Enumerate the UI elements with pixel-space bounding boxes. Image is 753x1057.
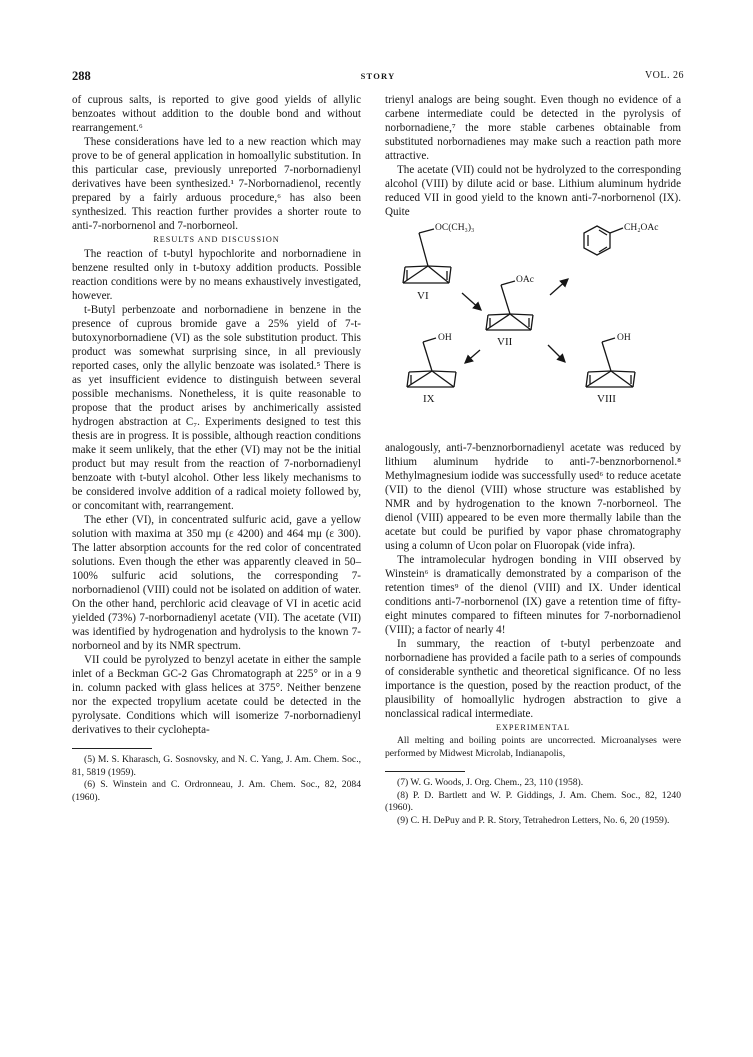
right-paragraph-3: analogously, anti-7-benznorbornadienyl acetate was reduced by lithium aluminum hydride to anti-7-benznorbornenol.⁸ Methylmagnesium iodide was successfully used⁶ to reduce acetate (VII) to the dienol (VIII) whose structure was established by NMR and by hydrogenation to the known 7-norborneol. The dienol (VIII) appeared to be even more thermally labile than the acetate but could be purified by vapor phase chromatography using a column of Ucon polar on Fluoropak (vide infra).: [385, 442, 681, 552]
viii-label: VIII: [597, 393, 616, 405]
arrow-vii-to-ix: [465, 350, 480, 363]
benzyl-acetate-structure: [584, 226, 623, 255]
page-header: [72, 69, 684, 85]
arrow-vi-to-vii: [462, 293, 481, 310]
experimental-paragraph: All melting and boiling points are uncorrected. Microanalyses were performed by Midwest Microlab, Indianapolis,: [385, 735, 681, 759]
compound-vi-structure: [403, 229, 451, 283]
left-paragraph-5: The ether (VI), in concentrated sulfuric acid, gave a yellow solution with maxima at 350 mμ (ε 4200) and 464 mμ (ε 300). The latter absorption accounts for the red color of concentrated solutions. Even though the ether was apparently cleaved in 50–100% sulfuric acid solutions, the corresponding 7-norbornadienol (VIII) could not be isolated on addition of water. On the other hand, perchloric acid cleavage of VI in acetic acid yielded (73%) 7-norbornadienyl acetate (VII). The acetate (VII) was identified by hydrogenation and hydrolysis to the known 7-norborneol and by its NMR spectrum.: [72, 514, 361, 652]
right-paragraph-4: The intramolecular hydrogen bonding in VIII observed by Winstein⁶ is dramatically demonstrated by a comparison of the retention times⁹ of the dienol (VIII) and IX. Under identical conditions anti-7-norbornenol (IX) gave a retention time of fifty-eight minutes compared to fifteen minutes for 7-norbornadienol (VIII); a factor of nearly 4!: [385, 554, 681, 636]
ix-label: IX: [423, 393, 435, 405]
vi-label: VI: [417, 290, 429, 302]
vi-substituent: OC(CH₃)₃: [435, 223, 475, 233]
viii-substituent: OH: [617, 333, 631, 343]
vii-substituent: OAc: [516, 275, 534, 285]
reaction-scheme: [385, 221, 681, 429]
footnote-8: (8) P. D. Bartlett and W. P. Giddings, J. Am. Chem. Soc., 82, 1240 (1960).: [385, 789, 681, 814]
compound-vii-structure: [486, 281, 533, 330]
footnote-5: (5) M. S. Kharasch, G. Sosnovsky, and N. C. Yang, J. Am. Chem. Soc., 81, 5819 (1959).: [72, 754, 361, 778]
left-paragraph-6: VII could be pyrolyzed to benzyl acetate in either the sample inlet of a Beckman GC-2 Gas Chromatograph at 225° or in a 9 in. column packed with glass helices at 375°. Neither benzene nor the expected tropylium acetate could be detected in the pyrolysate. Conditions which will isomerize 7-norbornadienyl derivatives to their cyclohepta-: [72, 654, 361, 736]
left-paragraph-1: of cuprous salts, is reported to give good yields of allylic benzoates without addition to the double bond and without rearrangement.⁶: [72, 94, 361, 134]
left-paragraph-3: The reaction of t-butyl hypochlorite and norbornadiene in benzene resulted only in t-butoxy addition products. Possible reaction conditions were by no means exhaustively investigated, however.: [72, 248, 361, 302]
section-heading-results: RESULTS AND DISCUSSION: [153, 235, 280, 244]
left-paragraph-2: These considerations have led to a new reaction which may prove to be of general application in homoallylic substitution. In this particular case, previously unreported 7-norbornadienyl derivatives have been synthesized.¹ 7-Norbornadienol, recently prepared by a fairly arduous procedure,⁶ has also been synthesized. This reaction further provides a shorter route to anti-7-norbornenol and 7-norborneol.: [72, 136, 361, 232]
arrow-vii-to-benzyl: [550, 279, 568, 295]
footnote-rule: [72, 748, 152, 749]
footnote-7: (7) W. G. Woods, J. Org. Chem., 23, 110 (1958).: [397, 777, 584, 789]
page-number: 288: [72, 69, 91, 83]
right-paragraph-1: trienyl analogs are being sought. Even though no evidence of a carbene intermediate could be detected in the pyrolysis of norbornadiene,⁷ the more stable carbenes obtainable from substituted norbornadienes may make such a reaction path more attractive.: [385, 94, 681, 162]
right-paragraph-5: In summary, the reaction of t-butyl perbenzoate and norbornadiene has provided a facile path to a series of compounds of considerable synthetic and theoretical significance. Of no less importance is the question, posed by the reaction product, of the plausibility of homoallylic hydrogen abstraction to give a nonclassical radical intermediate.: [385, 638, 681, 720]
arrow-vii-to-viii: [548, 345, 565, 362]
left-paragraph-4: t-Butyl perbenzoate and norbornadiene in benzene in the presence of cuprous bromide gave a 25% yield of 7-t-butoxynorbornadiene (VI) as the sole substitution product. This product was somewhat surprising since, in all previously reported cases, only the allylic benzoate was isolated.⁵ There is as yet insufficient evidence to distinguish between several possible mechanisms. Nonetheless, it is quite reasonable to propose that the product arises by anchimerically assisted hydrogen abstraction at C₇. Experiments designed to test this thesis are in progress. It is possible, although reaction conditions make it seem unlikely, that the ether (VI) may not be the initial product but may result from the reaction of 7-norbornadienyl benzoate with t-butyl alcohol. Other less likely mechanisms to be considered involve addition of a radical moiety followed by, or concomitant with, rearrangement.: [72, 304, 361, 512]
compound-ix-structure: [407, 338, 456, 387]
right-column: [385, 93, 681, 828]
benzyl-acetate-label: CH₂OAc: [624, 223, 659, 233]
compound-viii-structure: [586, 338, 635, 387]
left-column: [72, 93, 361, 804]
running-title: STORY: [360, 71, 396, 81]
volume-label: VOL. 26: [644, 70, 684, 81]
footnote-rule-right: [385, 771, 465, 772]
section-heading-experimental: EXPERIMENTAL: [495, 723, 571, 732]
vii-label: VII: [497, 336, 513, 348]
right-paragraph-2: The acetate (VII) could not be hydrolyzed to the corresponding alcohol (VIII) by dilute acid or base. Lithium aluminum hydride reduced VII in good yield to the known anti-7-norbornenol (IX). Quite: [385, 164, 681, 218]
footnote-9: (9) C. H. DePuy and P. R. Story, Tetrahedron Letters, No. 6, 20 (1959).: [397, 814, 670, 826]
footnote-6: (6) S. Winstein and C. Ordronneau, J. Am. Chem. Soc., 82, 2084 (1960).: [72, 779, 361, 803]
ix-substituent: OH: [438, 333, 452, 343]
